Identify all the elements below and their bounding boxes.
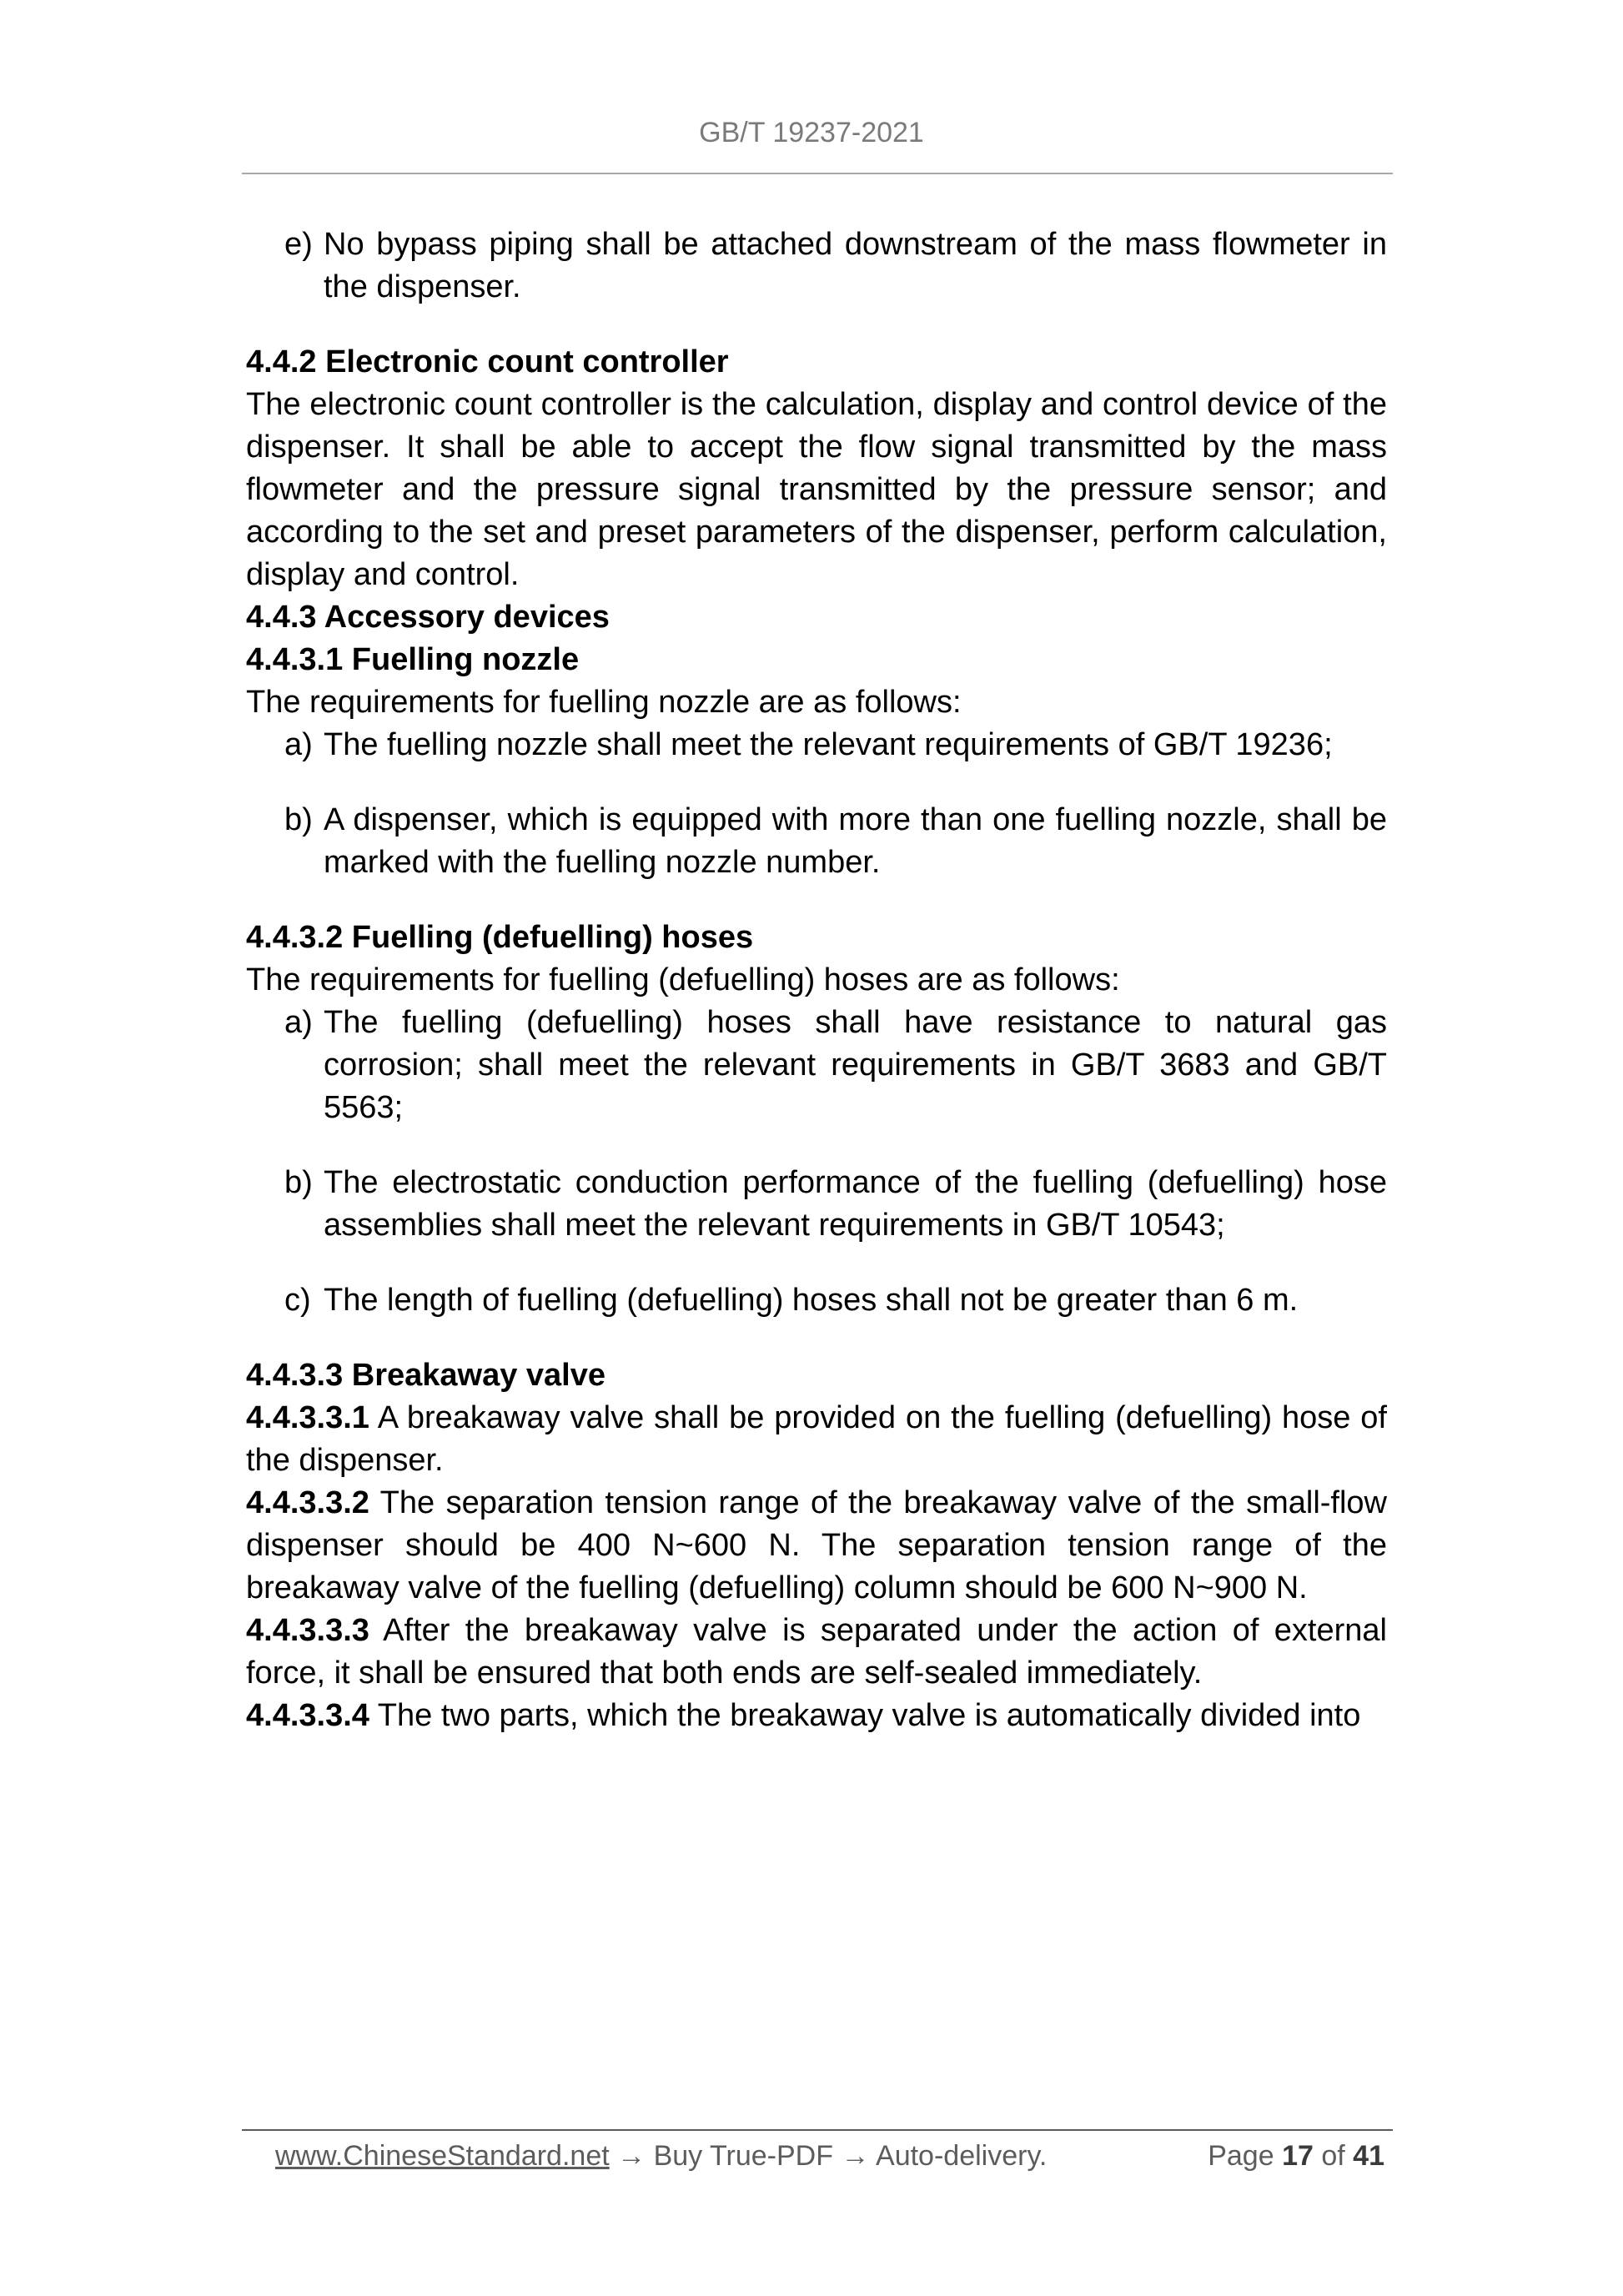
page-label: Page bbox=[1208, 2140, 1274, 2172]
paragraph-electronic-controller: The electronic count controller is the calculation, display and control device of the dispenser. It shall be able to accept the flow signal transmitted by the mass flowmeter and the pressure signal transmitted by the pressure sensor; and according to the set and preset parameters of the dispenser, perform calculation, display and control. bbox=[246, 387, 1387, 592]
header-divider bbox=[242, 173, 1393, 174]
clause-number: 4.4.3.3.2 bbox=[246, 1485, 369, 1520]
list-label: c) bbox=[284, 1283, 311, 1318]
clause-number: 4.4.3.3.1 bbox=[246, 1400, 369, 1435]
clause-text: After the breakaway valve is separated under the action of external force, it shall be ensured that both ends are self-sealed immediately. bbox=[246, 1613, 1387, 1691]
clause-number: 4.4.3.3.4 bbox=[246, 1698, 369, 1733]
list-item bbox=[246, 724, 1387, 766]
list-label: e) bbox=[284, 227, 313, 262]
delivery-text: Auto-delivery. bbox=[876, 2140, 1048, 2172]
clause-paragraph bbox=[246, 1610, 1387, 1695]
list-text: A dispenser, which is equipped with more than one fuelling nozzle, shall be marked with the fuelling nozzle number. bbox=[324, 802, 1387, 880]
section-heading-4-4-3: 4.4.3 Accessory devices bbox=[246, 600, 610, 635]
list-label: b) bbox=[284, 1165, 313, 1200]
list-text: No bypass piping shall be attached downstream of the mass flowmeter in the dispenser. bbox=[324, 227, 1387, 304]
paragraph-hoses-intro: The requirements for fuelling (defuelling) hoses are as follows: bbox=[246, 962, 1120, 997]
list-label: b) bbox=[284, 802, 313, 837]
list-item bbox=[246, 1279, 1387, 1322]
clause-text: The two parts, which the breakaway valve is automatically divided into bbox=[377, 1698, 1361, 1733]
clause-paragraph bbox=[246, 1397, 1387, 1482]
arrow-icon: → bbox=[841, 2140, 870, 2172]
of-label: of bbox=[1321, 2140, 1345, 2172]
list-label: a) bbox=[284, 1005, 313, 1040]
list-item-e bbox=[246, 224, 1387, 309]
page-footer bbox=[275, 2138, 1384, 2174]
paragraph-nozzle-intro: The requirements for fuelling nozzle are as follows: bbox=[246, 685, 962, 720]
buy-text: Buy True-PDF bbox=[653, 2140, 833, 2172]
document-header: GB/T 19237-2021 bbox=[699, 117, 924, 148]
list-text: The length of fuelling (defuelling) hoses shall not be greater than 6 m. bbox=[324, 1283, 1299, 1318]
section-heading-4-4-3-3: 4.4.3.3 Breakaway valve bbox=[246, 1358, 606, 1393]
list-item bbox=[246, 1002, 1387, 1129]
clause-number: 4.4.3.3.3 bbox=[246, 1613, 369, 1648]
section-heading-4-4-3-2: 4.4.3.2 Fuelling (defuelling) hoses bbox=[246, 920, 754, 955]
section-heading-4-4-3-1: 4.4.3.1 Fuelling nozzle bbox=[246, 642, 580, 677]
arrow-icon: → bbox=[617, 2140, 646, 2172]
clause-paragraph bbox=[246, 1695, 1387, 1737]
page-content bbox=[246, 224, 1387, 1737]
page-total: 41 bbox=[1353, 2140, 1384, 2172]
footer-divider bbox=[242, 2129, 1393, 2131]
page-indicator bbox=[1208, 2138, 1384, 2174]
list-text: The fuelling nozzle shall meet the relevant requirements of GB/T 19236; bbox=[324, 727, 1333, 762]
clause-paragraph bbox=[246, 1482, 1387, 1610]
section-heading-4-4-2: 4.4.2 Electronic count controller bbox=[246, 344, 729, 379]
list-text: The electrostatic conduction performance of the fuelling (defuelling) hose assemblies shall meet the relevant requirements in GB/T 10543; bbox=[324, 1165, 1387, 1243]
list-text: The fuelling (defuelling) hoses shall have resistance to natural gas corrosion; shall meet the relevant requirements in GB/T 3683 and GB/T 5563; bbox=[324, 1005, 1387, 1125]
list-item bbox=[246, 799, 1387, 884]
list-item bbox=[246, 1162, 1387, 1247]
clause-text: A breakaway valve shall be provided on the fuelling (defuelling) hose of the dispenser. bbox=[246, 1400, 1387, 1478]
page-number: 17 bbox=[1282, 2140, 1314, 2172]
website-link[interactable]: www.ChineseStandard.net bbox=[275, 2140, 610, 2172]
list-label: a) bbox=[284, 727, 313, 762]
clause-text: The separation tension range of the breakaway valve of the small-flow dispenser should be 400 N~600 N. The separation tension range of the breakaway valve of the fuelling (defuelling) column should be 600 N~900 N. bbox=[246, 1485, 1387, 1605]
